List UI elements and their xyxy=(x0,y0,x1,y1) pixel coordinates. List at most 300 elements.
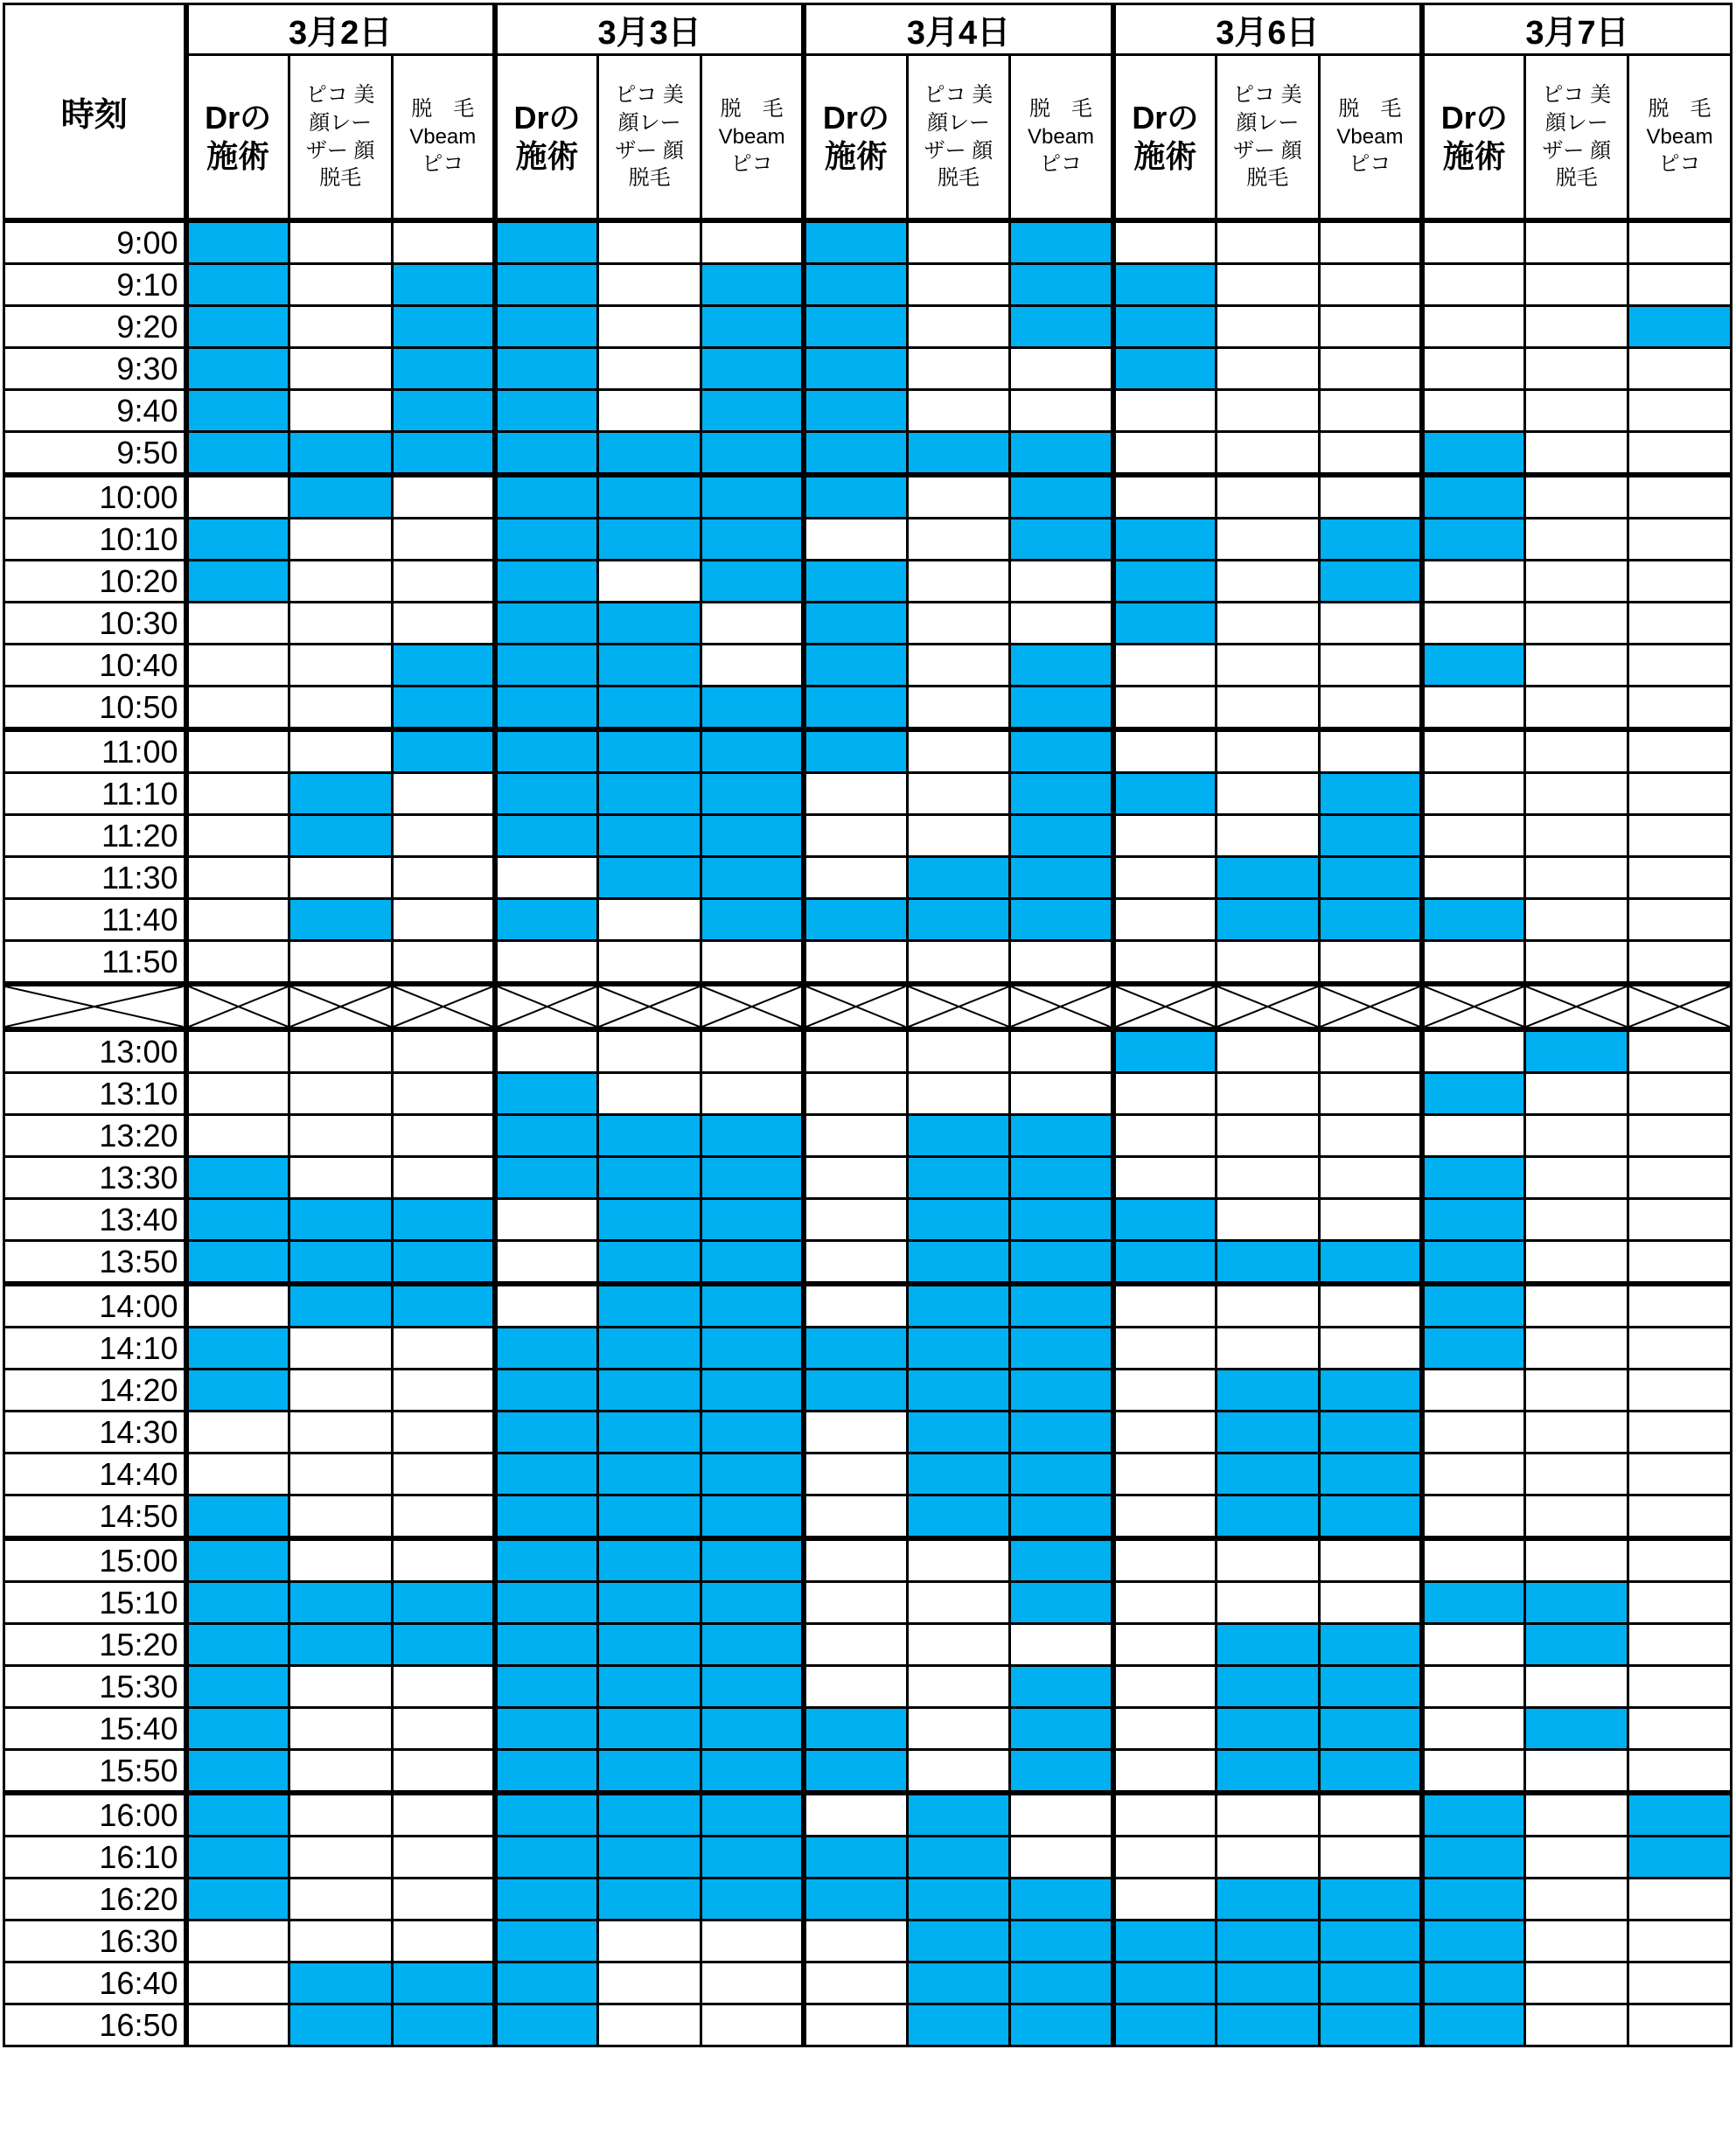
slot-open[interactable] xyxy=(186,899,289,941)
slot-booked[interactable] xyxy=(495,645,598,687)
slot-open[interactable] xyxy=(1422,1538,1525,1582)
slot-open[interactable] xyxy=(701,2004,804,2046)
slot-open[interactable] xyxy=(1525,687,1628,730)
slot-open[interactable] xyxy=(1422,561,1525,603)
slot-open[interactable] xyxy=(1525,1284,1628,1328)
slot-open[interactable] xyxy=(186,1962,289,2004)
slot-open[interactable] xyxy=(804,1073,907,1115)
slot-booked[interactable] xyxy=(1216,1624,1319,1666)
slot-booked[interactable] xyxy=(495,475,598,519)
slot-booked[interactable] xyxy=(1010,519,1113,561)
slot-open[interactable] xyxy=(907,815,1010,857)
slot-booked[interactable] xyxy=(1319,899,1422,941)
slot-booked[interactable] xyxy=(186,1750,289,1794)
slot-booked[interactable] xyxy=(1319,1624,1422,1666)
slot-booked[interactable] xyxy=(701,1115,804,1157)
slot-open[interactable] xyxy=(186,1029,289,1073)
slot-booked[interactable] xyxy=(1113,264,1217,306)
slot-booked[interactable] xyxy=(1113,1962,1217,2004)
slot-open[interactable] xyxy=(289,687,392,730)
slot-booked[interactable] xyxy=(804,220,907,264)
slot-booked[interactable] xyxy=(1422,1920,1525,1962)
slot-booked[interactable] xyxy=(186,1793,289,1837)
slot-open[interactable] xyxy=(289,1538,392,1582)
slot-booked[interactable] xyxy=(495,1073,598,1115)
slot-booked[interactable] xyxy=(701,1284,804,1328)
slot-open[interactable] xyxy=(1113,1750,1217,1794)
slot-booked[interactable] xyxy=(701,1837,804,1879)
slot-open[interactable] xyxy=(804,1582,907,1624)
slot-booked[interactable] xyxy=(1628,306,1732,348)
slot-booked[interactable] xyxy=(701,1157,804,1199)
slot-open[interactable] xyxy=(1113,1624,1217,1666)
slot-open[interactable] xyxy=(1113,1582,1217,1624)
slot-open[interactable] xyxy=(289,1666,392,1708)
slot-booked[interactable] xyxy=(1010,306,1113,348)
slot-booked[interactable] xyxy=(907,1962,1010,2004)
slot-booked[interactable] xyxy=(701,1750,804,1794)
slot-open[interactable] xyxy=(392,1157,495,1199)
slot-open[interactable] xyxy=(804,1115,907,1157)
slot-booked[interactable] xyxy=(1319,1453,1422,1495)
slot-open[interactable] xyxy=(907,519,1010,561)
slot-open[interactable] xyxy=(289,561,392,603)
slot-booked[interactable] xyxy=(1216,1453,1319,1495)
slot-open[interactable] xyxy=(1319,941,1422,985)
slot-booked[interactable] xyxy=(1422,1284,1525,1328)
slot-open[interactable] xyxy=(804,2004,907,2046)
slot-booked[interactable] xyxy=(495,1962,598,2004)
slot-open[interactable] xyxy=(289,264,392,306)
slot-booked[interactable] xyxy=(1422,1879,1525,1920)
slot-open[interactable] xyxy=(1216,815,1319,857)
slot-booked[interactable] xyxy=(907,1157,1010,1199)
slot-booked[interactable] xyxy=(804,899,907,941)
slot-open[interactable] xyxy=(1319,603,1422,645)
slot-open[interactable] xyxy=(1628,1708,1732,1750)
slot-open[interactable] xyxy=(392,1412,495,1453)
slot-booked[interactable] xyxy=(804,390,907,432)
slot-booked[interactable] xyxy=(907,857,1010,899)
slot-booked[interactable] xyxy=(1628,1793,1732,1837)
slot-booked[interactable] xyxy=(701,348,804,390)
slot-open[interactable] xyxy=(392,941,495,985)
slot-open[interactable] xyxy=(804,1495,907,1539)
slot-open[interactable] xyxy=(1628,1199,1732,1241)
slot-booked[interactable] xyxy=(701,1666,804,1708)
slot-booked[interactable] xyxy=(1010,475,1113,519)
slot-booked[interactable] xyxy=(1010,1708,1113,1750)
slot-booked[interactable] xyxy=(598,1115,701,1157)
slot-open[interactable] xyxy=(1525,348,1628,390)
slot-booked[interactable] xyxy=(1422,1241,1525,1285)
slot-booked[interactable] xyxy=(701,1241,804,1285)
slot-booked[interactable] xyxy=(701,306,804,348)
slot-booked[interactable] xyxy=(907,1284,1010,1328)
slot-booked[interactable] xyxy=(495,1666,598,1708)
slot-open[interactable] xyxy=(392,815,495,857)
slot-open[interactable] xyxy=(1216,519,1319,561)
slot-open[interactable] xyxy=(392,1029,495,1073)
slot-open[interactable] xyxy=(1216,1837,1319,1879)
slot-open[interactable] xyxy=(701,1962,804,2004)
slot-open[interactable] xyxy=(907,773,1010,815)
slot-booked[interactable] xyxy=(1422,1962,1525,2004)
slot-open[interactable] xyxy=(1113,1328,1217,1370)
slot-open[interactable] xyxy=(289,519,392,561)
slot-booked[interactable] xyxy=(289,432,392,476)
slot-open[interactable] xyxy=(598,390,701,432)
slot-open[interactable] xyxy=(1628,1370,1732,1412)
slot-booked[interactable] xyxy=(701,1708,804,1750)
slot-booked[interactable] xyxy=(804,687,907,730)
slot-booked[interactable] xyxy=(289,773,392,815)
slot-booked[interactable] xyxy=(186,1241,289,1285)
slot-booked[interactable] xyxy=(598,773,701,815)
slot-booked[interactable] xyxy=(1010,645,1113,687)
slot-open[interactable] xyxy=(392,1879,495,1920)
slot-open[interactable] xyxy=(1319,1157,1422,1199)
slot-booked[interactable] xyxy=(598,432,701,476)
slot-open[interactable] xyxy=(1628,1328,1732,1370)
slot-open[interactable] xyxy=(907,1666,1010,1708)
slot-open[interactable] xyxy=(1628,645,1732,687)
slot-booked[interactable] xyxy=(804,645,907,687)
slot-open[interactable] xyxy=(1422,220,1525,264)
slot-open[interactable] xyxy=(1319,1837,1422,1879)
slot-open[interactable] xyxy=(1319,390,1422,432)
slot-booked[interactable] xyxy=(1422,645,1525,687)
slot-open[interactable] xyxy=(1216,432,1319,476)
slot-open[interactable] xyxy=(1628,1538,1732,1582)
slot-booked[interactable] xyxy=(598,1708,701,1750)
slot-open[interactable] xyxy=(1216,306,1319,348)
slot-open[interactable] xyxy=(1010,390,1113,432)
slot-booked[interactable] xyxy=(1525,1029,1628,1073)
slot-open[interactable] xyxy=(186,773,289,815)
slot-open[interactable] xyxy=(1628,561,1732,603)
slot-open[interactable] xyxy=(701,645,804,687)
slot-open[interactable] xyxy=(1113,687,1217,730)
slot-open[interactable] xyxy=(1422,1624,1525,1666)
slot-booked[interactable] xyxy=(495,1750,598,1794)
slot-open[interactable] xyxy=(392,603,495,645)
slot-booked[interactable] xyxy=(1319,815,1422,857)
slot-booked[interactable] xyxy=(1010,432,1113,476)
slot-booked[interactable] xyxy=(1113,1920,1217,1962)
slot-booked[interactable] xyxy=(186,1328,289,1370)
slot-booked[interactable] xyxy=(495,1538,598,1582)
slot-open[interactable] xyxy=(1525,561,1628,603)
slot-booked[interactable] xyxy=(289,815,392,857)
slot-booked[interactable] xyxy=(495,264,598,306)
slot-booked[interactable] xyxy=(907,1370,1010,1412)
slot-open[interactable] xyxy=(1010,1073,1113,1115)
slot-open[interactable] xyxy=(1010,1029,1113,1073)
slot-open[interactable] xyxy=(1216,1793,1319,1837)
slot-booked[interactable] xyxy=(804,1370,907,1412)
slot-open[interactable] xyxy=(186,1073,289,1115)
slot-open[interactable] xyxy=(598,1920,701,1962)
slot-booked[interactable] xyxy=(495,1793,598,1837)
slot-booked[interactable] xyxy=(392,306,495,348)
slot-booked[interactable] xyxy=(495,1412,598,1453)
slot-open[interactable] xyxy=(1525,773,1628,815)
slot-booked[interactable] xyxy=(1113,1029,1217,1073)
slot-open[interactable] xyxy=(804,1284,907,1328)
slot-open[interactable] xyxy=(1628,1453,1732,1495)
slot-booked[interactable] xyxy=(1113,561,1217,603)
slot-booked[interactable] xyxy=(701,390,804,432)
slot-booked[interactable] xyxy=(495,1837,598,1879)
slot-open[interactable] xyxy=(1319,306,1422,348)
slot-booked[interactable] xyxy=(1319,857,1422,899)
slot-booked[interactable] xyxy=(1319,1920,1422,1962)
slot-booked[interactable] xyxy=(907,1199,1010,1241)
slot-open[interactable] xyxy=(804,815,907,857)
slot-open[interactable] xyxy=(495,1199,598,1241)
slot-booked[interactable] xyxy=(186,1199,289,1241)
slot-booked[interactable] xyxy=(1319,1370,1422,1412)
slot-booked[interactable] xyxy=(1628,1837,1732,1879)
slot-open[interactable] xyxy=(804,1624,907,1666)
slot-open[interactable] xyxy=(1628,1582,1732,1624)
slot-booked[interactable] xyxy=(598,1837,701,1879)
slot-open[interactable] xyxy=(1525,306,1628,348)
slot-open[interactable] xyxy=(392,1115,495,1157)
slot-open[interactable] xyxy=(1628,1750,1732,1794)
slot-open[interactable] xyxy=(1216,773,1319,815)
slot-booked[interactable] xyxy=(186,432,289,476)
slot-open[interactable] xyxy=(392,899,495,941)
slot-booked[interactable] xyxy=(1010,1582,1113,1624)
slot-booked[interactable] xyxy=(1113,348,1217,390)
slot-booked[interactable] xyxy=(1010,1453,1113,1495)
slot-open[interactable] xyxy=(1216,941,1319,985)
slot-open[interactable] xyxy=(1010,1793,1113,1837)
slot-open[interactable] xyxy=(1113,729,1217,773)
slot-open[interactable] xyxy=(1628,1157,1732,1199)
slot-open[interactable] xyxy=(1319,348,1422,390)
slot-open[interactable] xyxy=(1010,603,1113,645)
slot-booked[interactable] xyxy=(1216,1495,1319,1539)
slot-booked[interactable] xyxy=(907,1879,1010,1920)
slot-open[interactable] xyxy=(392,1495,495,1539)
slot-open[interactable] xyxy=(1628,1495,1732,1539)
slot-open[interactable] xyxy=(1113,815,1217,857)
slot-booked[interactable] xyxy=(1319,519,1422,561)
slot-booked[interactable] xyxy=(1216,1370,1319,1412)
slot-open[interactable] xyxy=(1319,1793,1422,1837)
slot-open[interactable] xyxy=(1525,1157,1628,1199)
slot-open[interactable] xyxy=(1010,941,1113,985)
slot-open[interactable] xyxy=(1113,1879,1217,1920)
slot-booked[interactable] xyxy=(701,1328,804,1370)
slot-booked[interactable] xyxy=(1422,1793,1525,1837)
slot-open[interactable] xyxy=(289,1879,392,1920)
slot-open[interactable] xyxy=(1216,645,1319,687)
slot-booked[interactable] xyxy=(186,264,289,306)
slot-booked[interactable] xyxy=(495,899,598,941)
slot-open[interactable] xyxy=(907,1538,1010,1582)
slot-booked[interactable] xyxy=(701,815,804,857)
slot-open[interactable] xyxy=(495,1284,598,1328)
slot-open[interactable] xyxy=(907,306,1010,348)
slot-booked[interactable] xyxy=(598,857,701,899)
slot-booked[interactable] xyxy=(598,1412,701,1453)
slot-open[interactable] xyxy=(1216,1582,1319,1624)
slot-open[interactable] xyxy=(1628,432,1732,476)
slot-booked[interactable] xyxy=(392,687,495,730)
slot-open[interactable] xyxy=(1525,2004,1628,2046)
slot-open[interactable] xyxy=(1010,348,1113,390)
slot-booked[interactable] xyxy=(598,1241,701,1285)
slot-booked[interactable] xyxy=(1422,1157,1525,1199)
slot-open[interactable] xyxy=(1628,1624,1732,1666)
slot-open[interactable] xyxy=(598,306,701,348)
slot-booked[interactable] xyxy=(598,603,701,645)
slot-booked[interactable] xyxy=(598,1328,701,1370)
slot-open[interactable] xyxy=(392,1837,495,1879)
slot-booked[interactable] xyxy=(495,1115,598,1157)
slot-booked[interactable] xyxy=(1113,603,1217,645)
slot-booked[interactable] xyxy=(804,561,907,603)
slot-open[interactable] xyxy=(907,1029,1010,1073)
slot-booked[interactable] xyxy=(701,1538,804,1582)
slot-open[interactable] xyxy=(1113,432,1217,476)
slot-open[interactable] xyxy=(804,1920,907,1962)
slot-open[interactable] xyxy=(1525,1666,1628,1708)
slot-open[interactable] xyxy=(1113,1495,1217,1539)
slot-open[interactable] xyxy=(1525,645,1628,687)
slot-open[interactable] xyxy=(1628,1412,1732,1453)
slot-open[interactable] xyxy=(1422,1666,1525,1708)
slot-open[interactable] xyxy=(1422,1412,1525,1453)
slot-open[interactable] xyxy=(804,1538,907,1582)
slot-booked[interactable] xyxy=(598,1157,701,1199)
slot-booked[interactable] xyxy=(598,1495,701,1539)
slot-open[interactable] xyxy=(289,1157,392,1199)
slot-booked[interactable] xyxy=(907,1412,1010,1453)
slot-booked[interactable] xyxy=(598,1453,701,1495)
slot-open[interactable] xyxy=(804,1412,907,1453)
slot-open[interactable] xyxy=(1525,1837,1628,1879)
slot-booked[interactable] xyxy=(1010,1328,1113,1370)
slot-booked[interactable] xyxy=(495,729,598,773)
slot-booked[interactable] xyxy=(1319,1412,1422,1453)
slot-booked[interactable] xyxy=(495,390,598,432)
slot-booked[interactable] xyxy=(701,899,804,941)
slot-booked[interactable] xyxy=(1216,1920,1319,1962)
slot-open[interactable] xyxy=(186,729,289,773)
slot-open[interactable] xyxy=(1010,1837,1113,1879)
slot-open[interactable] xyxy=(1422,687,1525,730)
slot-open[interactable] xyxy=(1319,475,1422,519)
slot-open[interactable] xyxy=(289,729,392,773)
slot-open[interactable] xyxy=(1216,1157,1319,1199)
slot-booked[interactable] xyxy=(907,1495,1010,1539)
slot-booked[interactable] xyxy=(701,1453,804,1495)
slot-booked[interactable] xyxy=(598,519,701,561)
slot-open[interactable] xyxy=(804,519,907,561)
slot-open[interactable] xyxy=(1319,687,1422,730)
slot-booked[interactable] xyxy=(289,475,392,519)
slot-open[interactable] xyxy=(1525,1962,1628,2004)
slot-open[interactable] xyxy=(1525,1241,1628,1285)
slot-open[interactable] xyxy=(1010,561,1113,603)
slot-open[interactable] xyxy=(1422,1453,1525,1495)
slot-open[interactable] xyxy=(1525,1453,1628,1495)
slot-open[interactable] xyxy=(392,1538,495,1582)
slot-open[interactable] xyxy=(1113,475,1217,519)
slot-open[interactable] xyxy=(701,1920,804,1962)
slot-booked[interactable] xyxy=(598,1538,701,1582)
slot-open[interactable] xyxy=(1422,264,1525,306)
slot-open[interactable] xyxy=(1422,1370,1525,1412)
slot-booked[interactable] xyxy=(289,1284,392,1328)
slot-open[interactable] xyxy=(804,1157,907,1199)
slot-open[interactable] xyxy=(1628,687,1732,730)
slot-booked[interactable] xyxy=(1113,773,1217,815)
slot-booked[interactable] xyxy=(1319,1495,1422,1539)
slot-booked[interactable] xyxy=(1010,687,1113,730)
slot-booked[interactable] xyxy=(804,603,907,645)
slot-open[interactable] xyxy=(186,687,289,730)
slot-open[interactable] xyxy=(907,390,1010,432)
slot-booked[interactable] xyxy=(701,729,804,773)
slot-booked[interactable] xyxy=(598,1666,701,1708)
slot-booked[interactable] xyxy=(598,1284,701,1328)
slot-open[interactable] xyxy=(1628,815,1732,857)
slot-booked[interactable] xyxy=(186,1624,289,1666)
slot-open[interactable] xyxy=(1216,348,1319,390)
slot-open[interactable] xyxy=(186,1115,289,1157)
slot-open[interactable] xyxy=(1216,390,1319,432)
slot-open[interactable] xyxy=(289,645,392,687)
slot-open[interactable] xyxy=(1525,1115,1628,1157)
slot-open[interactable] xyxy=(907,1708,1010,1750)
slot-open[interactable] xyxy=(1525,475,1628,519)
slot-open[interactable] xyxy=(1525,390,1628,432)
slot-booked[interactable] xyxy=(186,1370,289,1412)
slot-booked[interactable] xyxy=(186,1879,289,1920)
slot-open[interactable] xyxy=(598,1962,701,2004)
slot-booked[interactable] xyxy=(186,519,289,561)
slot-open[interactable] xyxy=(1525,1538,1628,1582)
slot-booked[interactable] xyxy=(1525,1624,1628,1666)
slot-booked[interactable] xyxy=(1422,519,1525,561)
slot-open[interactable] xyxy=(495,941,598,985)
slot-open[interactable] xyxy=(1628,1029,1732,1073)
slot-open[interactable] xyxy=(1319,1073,1422,1115)
slot-open[interactable] xyxy=(907,220,1010,264)
slot-booked[interactable] xyxy=(1010,773,1113,815)
slot-booked[interactable] xyxy=(495,1879,598,1920)
slot-booked[interactable] xyxy=(701,1199,804,1241)
slot-open[interactable] xyxy=(804,1453,907,1495)
slot-open[interactable] xyxy=(598,2004,701,2046)
slot-booked[interactable] xyxy=(495,815,598,857)
slot-booked[interactable] xyxy=(1010,1750,1113,1794)
slot-booked[interactable] xyxy=(495,519,598,561)
slot-open[interactable] xyxy=(1628,2004,1732,2046)
slot-booked[interactable] xyxy=(907,899,1010,941)
slot-open[interactable] xyxy=(1525,519,1628,561)
slot-open[interactable] xyxy=(392,1370,495,1412)
slot-open[interactable] xyxy=(392,220,495,264)
slot-open[interactable] xyxy=(1628,603,1732,645)
slot-open[interactable] xyxy=(907,729,1010,773)
